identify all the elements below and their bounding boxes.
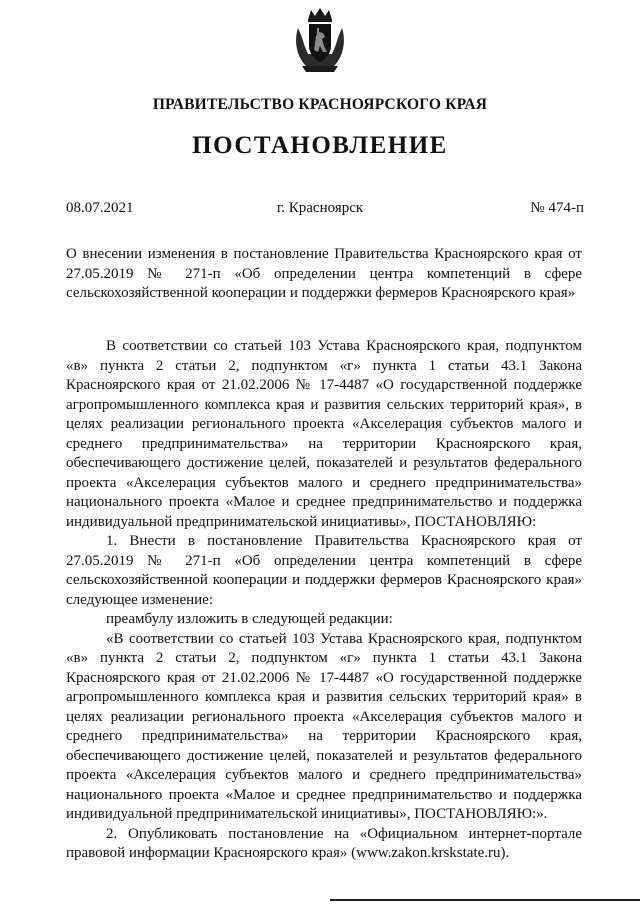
item-1-quoted-preamble: «В соответствии со статьей 103 Устава Красноярского края, подпунктом «в» пункта 2 статьи 2, подпунктом «г» пункта 1 статьи 43.1 Закона Красноярского края от 21.02.2006 № 17-4487 «О государственной поддержке агропромышленного комплекса края и развития сельских территорий края» в целях реализации регионального проекта «Акселерация субъектов малого и среднего предпринимательства» на территории Красноярского края, обеспечивающего достижение целей, показателей и результатов федерального проекта «Акселерация субъектов малого и среднего предпринимательства» национального проекта «Малое и среднее предпринимательство и поддержка индивидуальной предпринимательской инициативы», ПОСТАНОВЛЯЮ:». <box>66 630 582 822</box>
preamble-paragraph: В соответствии со статьей 103 Устава Красноярского края, подпунктом «в» пункта 2 статьи 2, подпунктом «г» пункта 1 статьи 43.1 Закона Красноярского края от 21.02.2006 № 17-4487 «О государственной поддержке агропромышленного комплекса края и развития сельских территорий края», в целях реализации регионального проекта «Акселерация субъектов малого и среднего предпринимательства» на территории Красноярского края, обеспечивающего достижение целей, показателей и результатов федерального проекта «Акселерация субъектов малого и среднего предпринимательства» национального проекта «Малое и среднее предпринимательство и поддержка индивидуальной предпринимательской инициативы», ПОСТАНОВЛЯЮ: <box>66 338 582 530</box>
krasnoyarsk-coat-of-arms-icon <box>292 6 348 74</box>
item-1-paragraph: 1. Внести в постановление Правительства Красноярского края от 27.05.2019 № 271-п «Об определении центра компетенций в сфере сельскохозяйственной кооперации и поддержки фермеров Красноярского края» следующее изменение: <box>66 533 582 608</box>
government-title: ПРАВИТЕЛЬСТВО КРАСНОЯРСКОГО КРАЯ <box>152 96 488 113</box>
document-date: 08.07.2021 <box>66 200 134 216</box>
document-body <box>66 337 582 864</box>
item-1-subparagraph: преамбулу изложить в следующей редакции: <box>106 611 393 627</box>
document-type-title: ПОСТАНОВЛЕНИЕ <box>192 132 448 159</box>
document-place: г. Красноярск <box>276 200 364 216</box>
document-subject: О внесении изменения в постановление Правительства Красноярского края от 27.05.2019 № 271-п «Об определении центра компетенций в сфере сельскохозяйственной кооперации и поддержки фермеров Красноярского края» <box>66 246 582 301</box>
document-number: № 474-п <box>530 200 584 216</box>
item-2-paragraph: 2. Опубликовать постановление на «Официальном интернет-портале правовой информации Красноярского края» (www.zakon.krskstate.ru). <box>66 825 582 861</box>
page-bottom-rule <box>330 899 640 901</box>
